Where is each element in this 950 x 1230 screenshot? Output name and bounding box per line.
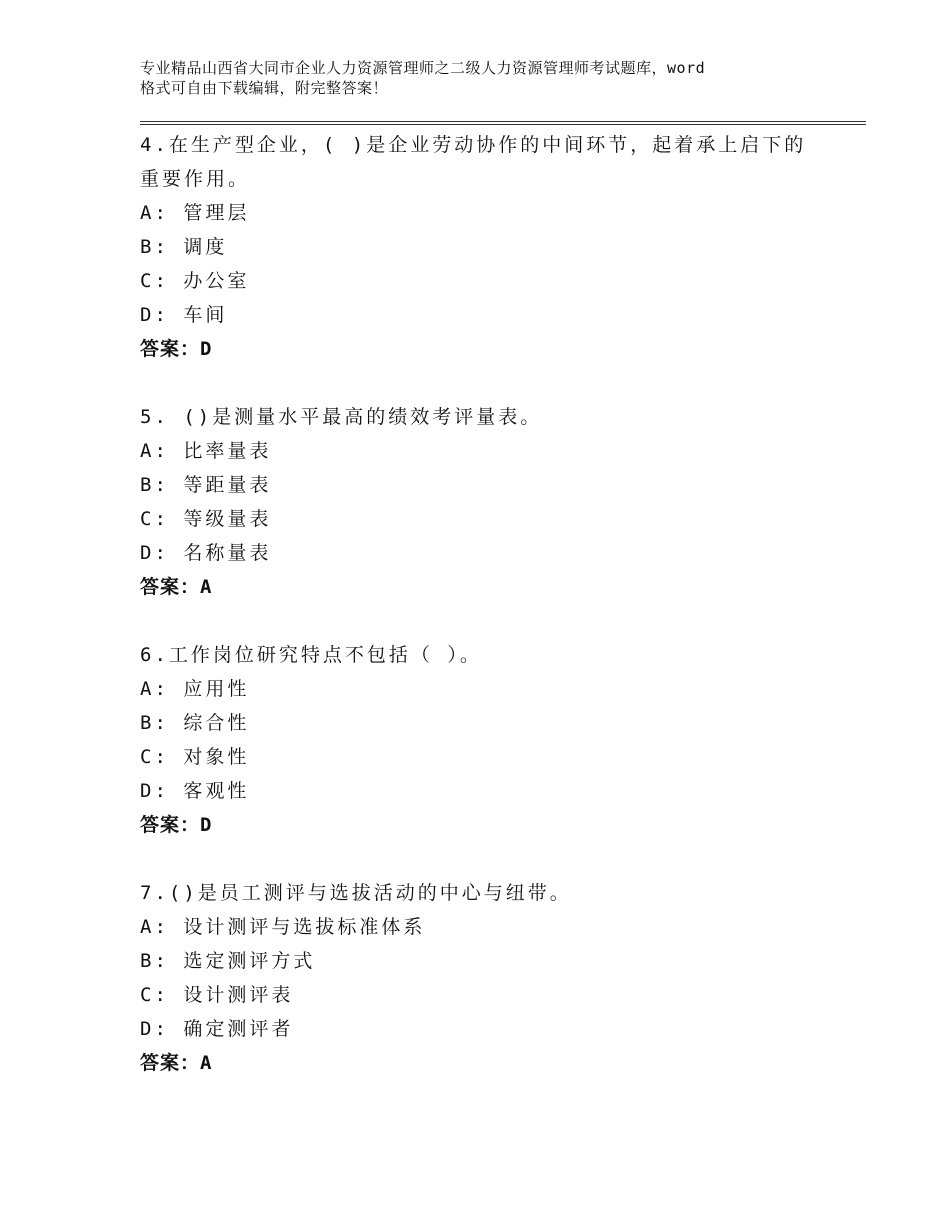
- question-stem: 4.在生产型企业，( )是企业劳动协作的中间环节，起着承上启下的重要作用。: [140, 134, 807, 190]
- question-4: [140, 128, 840, 366]
- question-6: [140, 638, 840, 842]
- option-c: C: 设计测评表: [140, 984, 294, 1006]
- header-divider-top: [140, 121, 866, 122]
- answer-label: 答案：A: [140, 1052, 213, 1074]
- answer-label: 答案：D: [140, 814, 213, 836]
- option-d: D: 车间: [140, 304, 228, 326]
- option-a: A: 应用性: [140, 678, 250, 700]
- question-7: [140, 876, 840, 1080]
- option-c: C: 对象性: [140, 746, 250, 768]
- option-b: B: 选定测评方式: [140, 950, 316, 972]
- header-line-2: 格式可自由下载编辑，附完整答案！: [140, 79, 389, 97]
- document-header: [140, 58, 840, 98]
- option-a: A: 比率量表: [140, 440, 272, 462]
- option-c: C: 等级量表: [140, 508, 272, 530]
- option-b: B: 等距量表: [140, 474, 272, 496]
- question-stem: 6.工作岗位研究特点不包括（ ）。: [140, 644, 482, 666]
- question-stem: 5. ()是测量水平最高的绩效考评量表。: [140, 406, 543, 428]
- answer-label: 答案：A: [140, 576, 213, 598]
- question-stem: 7.()是员工测评与选拔活动的中心与纽带。: [140, 882, 572, 904]
- answer-label: 答案：D: [140, 338, 213, 360]
- option-a: A: 设计测评与选拔标准体系: [140, 916, 426, 938]
- option-c: C: 办公室: [140, 270, 250, 292]
- option-b: B: 调度: [140, 236, 228, 258]
- option-a: A: 管理层: [140, 202, 250, 224]
- option-d: D: 确定测评者: [140, 1018, 294, 1040]
- option-d: D: 名称量表: [140, 542, 272, 564]
- option-d: D: 客观性: [140, 780, 250, 802]
- header-line-1: 专业精品山西省大同市企业人力资源管理师之二级人力资源管理师考试题库，word: [140, 59, 706, 77]
- header-divider-bottom: [140, 124, 866, 125]
- question-5: [140, 400, 840, 604]
- option-b: B: 综合性: [140, 712, 250, 734]
- question-list: [140, 128, 840, 1114]
